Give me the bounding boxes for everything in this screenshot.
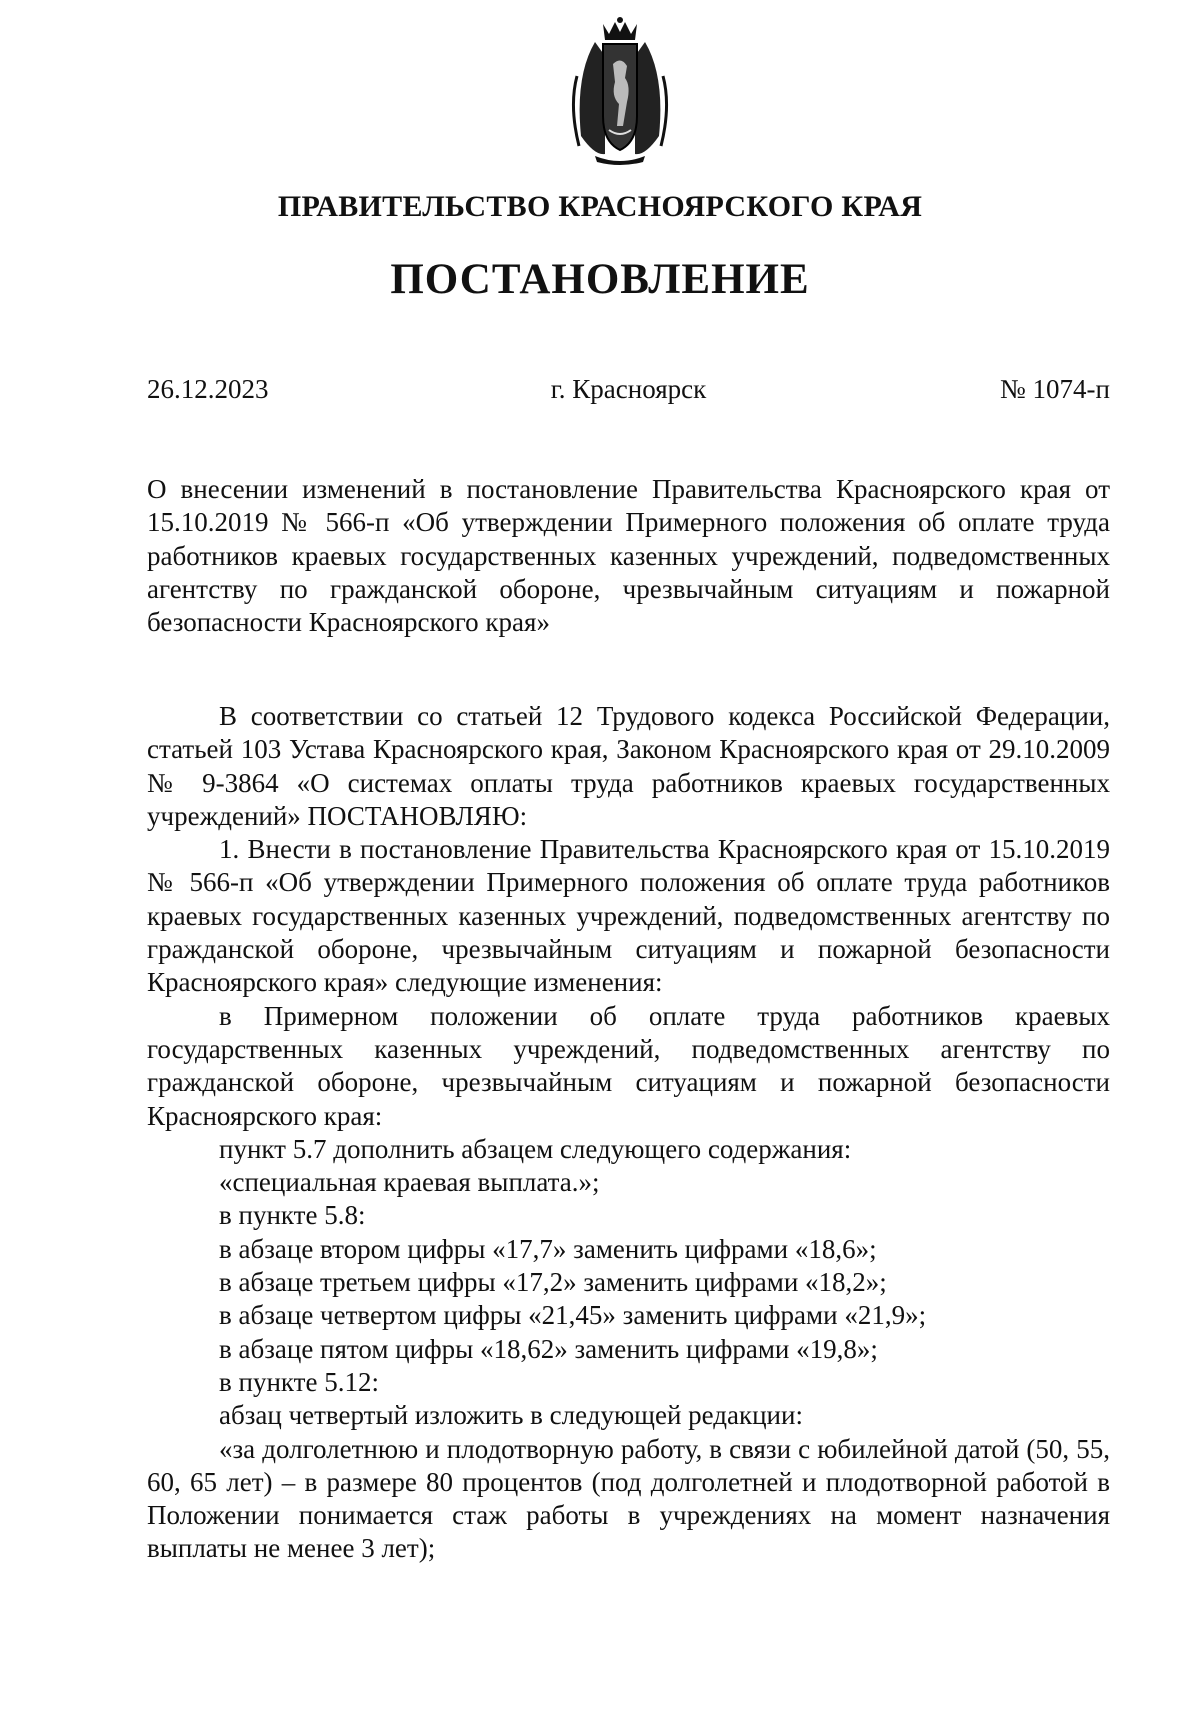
amendment-line: в пункте 5.8: [219,1200,366,1231]
document-city: г. Красноярск [550,374,707,404]
amendment-line: пункт 5.7 дополнить абзацем следующего содержания: [219,1133,852,1164]
coat-of-arms-emblem [565,16,675,166]
amendment-line: в абзаце пятом цифры «18,62» заменить цифрами «19,8»; [219,1333,878,1364]
document-number: № 1074-п [1000,374,1110,404]
amendment-line: в пункте 5.12: [219,1366,379,1397]
amendment-line: в абзаце четвертом цифры «21,45» заменить цифрами «21,9»; [219,1300,927,1331]
preamble-paragraph: В соответствии со статьей 12 Трудового кодекса Российской Федерации, статьей 103 Устава Красноярского края, Законом Красноярского края от 29.10.2009 № 9-3864 «О системах оплаты труда работников краевых государственных учреждений» ПОСТАНОВЛЯЮ: [147,701,1110,831]
amendment-line: в абзаце третьем цифры «17,2» заменить цифрами «18,2»; [219,1267,887,1298]
quoted-amendment-paragraph: «за долголетнюю и плодотворную работу, в связи с юбилейной датой (50, 55, 60, 65 лет) – в размере 80 процентов (под долголетней и плодотворной работой в Положении понимается стаж работы в учреждениях на момент назначения выплаты не менее 3 лет); [147,1433,1110,1564]
document-body [147,700,1110,1566]
amendment-line: абзац четвертый изложить в следующей редакции: [219,1400,803,1431]
amendment-line: «специальная краевая выплата.»; [219,1167,600,1198]
amendment-line: в абзаце втором цифры «17,7» заменить цифрами «18,6»; [219,1233,877,1264]
document-type-title: ПОСТАНОВЛЕНИЕ [390,256,810,303]
item-1-paragraph: 1. Внести в постановление Правительства Красноярского края от 15.10.2019 № 566-п «Об утверждении Примерного положения об оплате труда работников краевых государственных казенных учреждений, подведомственных агентству по гражданской обороне, чрезвычайным ситуациям и пожарной безопасности Красноярского края» следующие изменения: [147,834,1110,998]
amendment-intro-paragraph: в Примерном положении об оплате труда работников краевых государственных казенных учреждений, подведомственных агентству по гражданской обороне, чрезвычайным ситуациям и пожарной безопасности Красноярского края: [147,1000,1110,1131]
document-subject: О внесении изменений в постановление Правительства Красноярского края от 15.10.2019 № 566-п «Об утверждении Примерного положения об оплате труда работников краевых государственных казенных учреждений, подведомственных агентству по гражданской обороне, чрезвычайным ситуациям и пожарной безопасности Красноярского края» [147,474,1110,638]
document-date: 26.12.2023 [147,374,269,404]
organization-title: ПРАВИТЕЛЬСТВО КРАСНОЯРСКОГО КРАЯ [277,190,923,223]
